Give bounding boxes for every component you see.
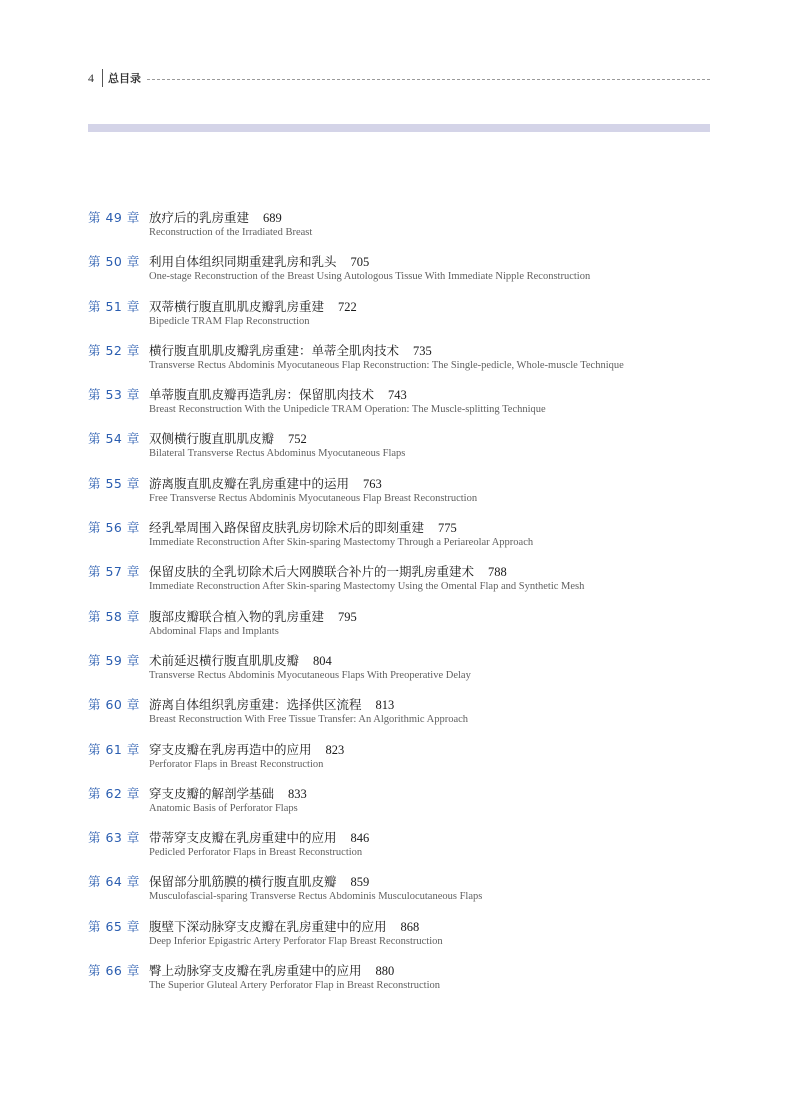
chapter-title-line — [149, 651, 332, 669]
chapter-title-line — [149, 518, 457, 536]
chapter-page: 804 — [313, 653, 332, 668]
toc-entry[interactable] — [88, 562, 728, 606]
toc-entry[interactable] — [88, 297, 728, 341]
chapter-number: 第 62 章 — [88, 785, 140, 801]
chapter-title-en: Free Transverse Rectus Abdominis Myocutaneous Flap Breast Reconstruction — [149, 492, 478, 504]
chapter-title-en: Immediate Reconstruction After Skin-sparing Mastectomy Using the Omental Flap and Synthetic Mesh — [149, 581, 585, 593]
chapter-number: 第 65 章 — [88, 918, 140, 934]
toc-entry[interactable] — [88, 429, 728, 473]
chapter-number: 第 59 章 — [88, 652, 140, 668]
chapter-title-cn: 放疗后的乳房重建 — [149, 210, 250, 225]
chapter-title-en: Perforator Flaps in Breast Reconstruction — [149, 758, 324, 770]
running-header — [88, 68, 710, 88]
chapter-title-en: Anatomic Basis of Perforator Flaps — [149, 802, 298, 814]
chapter-number: 第 63 章 — [88, 830, 140, 846]
header-dash-rule — [147, 79, 710, 80]
chapter-title-line — [149, 961, 394, 979]
header-divider — [102, 69, 103, 87]
chapter-title-line — [149, 695, 394, 713]
chapter-title-en: One-stage Reconstruction of the Breast Using Autologous Tissue With Immediate Nipple Reconstruction — [149, 271, 591, 283]
toc-entry[interactable] — [88, 474, 728, 518]
chapter-number: 第 60 章 — [88, 697, 140, 713]
chapter-page: 823 — [325, 742, 345, 757]
chapter-page: 813 — [375, 698, 395, 713]
table-of-contents — [88, 208, 728, 1005]
chapter-title-en: Bilateral Transverse Rectus Abdominus Myocutaneous Flaps — [149, 448, 406, 460]
toc-entry[interactable] — [88, 252, 728, 296]
chapter-number: 第 51 章 — [88, 298, 140, 314]
chapter-title-cn: 双蒂横行腹直肌肌皮瓣乳房重建 — [149, 298, 325, 314]
toc-entry[interactable] — [88, 961, 728, 1005]
chapter-title-en: Deep Inferior Epigastric Artery Perforator Flap Breast Reconstruction — [149, 935, 443, 947]
decorative-band — [88, 124, 710, 132]
chapter-title-en: Musculofascial-sparing Transverse Rectus Abdominis Musculocutaneous Flaps — [149, 891, 483, 903]
chapter-title-cn: 游离腹直肌皮瓣在乳房重建中的运用 — [149, 475, 350, 491]
chapter-title-line — [149, 784, 307, 802]
chapter-title-en: Abdominal Flaps and Implants — [149, 625, 279, 637]
chapter-title-en: Bipedicle TRAM Flap Reconstruction — [149, 315, 310, 327]
chapter-number: 第 58 章 — [88, 608, 140, 624]
chapter-title-line — [149, 872, 369, 890]
chapter-title-en: Breast Reconstruction With Free Tissue Transfer: An Algorithmic Approach — [149, 714, 469, 726]
chapter-number: 第 61 章 — [88, 741, 140, 757]
section-title: 总目录 — [108, 72, 141, 85]
chapter-page: 752 — [288, 432, 307, 447]
chapter-page: 743 — [388, 388, 407, 403]
chapter-title-line — [149, 208, 282, 226]
chapter-title-line — [149, 297, 357, 315]
chapter-page: 833 — [288, 786, 307, 801]
toc-entry[interactable] — [88, 784, 728, 828]
chapter-title-en: The Superior Gluteal Artery Perforator Flap in Breast Reconstruction — [149, 980, 441, 992]
chapter-title-cn: 腹部皮瓣联合植入物的乳房重建 — [149, 608, 325, 624]
chapter-title-cn: 保留部分肌筋膜的横行腹直肌皮瓣 — [149, 874, 337, 890]
toc-entry[interactable] — [88, 341, 728, 385]
chapter-title-line — [149, 474, 382, 492]
chapter-page: 735 — [413, 343, 432, 358]
chapter-number: 第 54 章 — [88, 431, 140, 447]
chapter-title-cn: 利用自体组织同期重建乳房和乳头 — [149, 254, 337, 270]
chapter-number: 第 55 章 — [88, 475, 140, 491]
chapter-title-line — [149, 429, 307, 447]
chapter-title-en: Reconstruction of the Irradiated Breast — [149, 227, 313, 238]
page-number: 4 — [88, 70, 94, 85]
toc-entry[interactable] — [88, 917, 728, 961]
chapter-page: 859 — [350, 875, 370, 890]
chapter-page: 775 — [438, 521, 457, 536]
chapter-page: 846 — [350, 831, 370, 846]
chapter-title-en: Pedicled Perforator Flaps in Breast Reconstruction — [149, 847, 363, 859]
chapter-number: 第 52 章 — [88, 342, 140, 358]
chapter-title-cn: 单蒂腹直肌皮瓣再造乳房：保留肌肉技术 — [149, 387, 375, 403]
chapter-title-cn: 横行腹直肌肌皮瓣乳房重建：单蒂全肌肉技术 — [149, 342, 400, 358]
toc-entry[interactable] — [88, 651, 728, 695]
toc-entry[interactable] — [88, 518, 728, 562]
chapter-title-line — [149, 828, 369, 846]
chapter-page: 788 — [488, 565, 507, 580]
chapter-title-cn: 腹壁下深动脉穿支皮瓣在乳房重建中的应用 — [149, 918, 387, 934]
chapter-number: 第 56 章 — [88, 520, 140, 536]
chapter-page: 795 — [338, 609, 357, 624]
chapter-page: 763 — [363, 476, 382, 491]
chapter-title-en: Transverse Rectus Abdominis Myocutaneous Flap Reconstruction: The Single-pedicle, Whole-muscle Technique — [149, 359, 624, 371]
chapter-page: 722 — [338, 299, 357, 314]
chapter-page: 705 — [350, 255, 370, 270]
toc-entry[interactable] — [88, 740, 728, 784]
chapter-title-cn: 术前延迟横行腹直肌肌皮瓣 — [149, 652, 300, 668]
chapter-title-line — [149, 385, 407, 403]
toc-entry[interactable] — [88, 385, 728, 429]
chapter-number: 第 64 章 — [88, 874, 140, 890]
chapter-number: 第 49 章 — [88, 210, 140, 225]
chapter-number: 第 53 章 — [88, 387, 140, 403]
toc-entry[interactable] — [88, 208, 728, 252]
chapter-title-en: Transverse Rectus Abdominis Myocutaneous Flaps With Preoperative Delay — [149, 669, 471, 681]
chapter-number: 第 57 章 — [88, 564, 140, 580]
toc-entry[interactable] — [88, 607, 728, 651]
chapter-title-en: Breast Reconstruction With the Unipedicle TRAM Operation: The Muscle-splitting Technique — [149, 404, 546, 416]
chapter-page: 689 — [263, 211, 282, 225]
chapter-page: 880 — [375, 964, 395, 979]
chapter-title-cn: 穿支皮瓣在乳房再造中的应用 — [149, 741, 312, 757]
chapter-title-line — [149, 740, 344, 758]
toc-entry[interactable] — [88, 828, 728, 872]
chapter-title-cn: 穿支皮瓣的解剖学基础 — [149, 785, 275, 801]
chapter-title-cn: 游离自体组织乳房重建：选择供区流程 — [149, 697, 362, 713]
toc-entry[interactable] — [88, 695, 728, 739]
chapter-title-cn: 臀上动脉穿支皮瓣在乳房重建中的应用 — [149, 963, 362, 979]
chapter-title-line — [149, 607, 357, 625]
toc-entry[interactable] — [88, 872, 728, 916]
chapter-title-cn: 经乳晕周围入路保留皮肤乳房切除术后的即刻重建 — [149, 520, 425, 536]
chapter-title-cn: 带蒂穿支皮瓣在乳房重建中的应用 — [149, 830, 337, 846]
chapter-title-cn: 双侧横行腹直肌肌皮瓣 — [149, 431, 275, 447]
chapter-title-line — [149, 562, 507, 580]
chapter-title-line — [149, 917, 419, 935]
chapter-title-en: Immediate Reconstruction After Skin-sparing Mastectomy Through a Periareolar Approach — [149, 537, 534, 549]
chapter-title-cn: 保留皮肤的全乳切除术后大网膜联合补片的一期乳房重建术 — [149, 564, 475, 580]
chapter-number: 第 66 章 — [88, 963, 140, 979]
chapter-title-line — [149, 252, 369, 270]
chapter-title-line — [149, 341, 432, 359]
chapter-page: 868 — [400, 919, 420, 934]
chapter-number: 第 50 章 — [88, 254, 140, 270]
